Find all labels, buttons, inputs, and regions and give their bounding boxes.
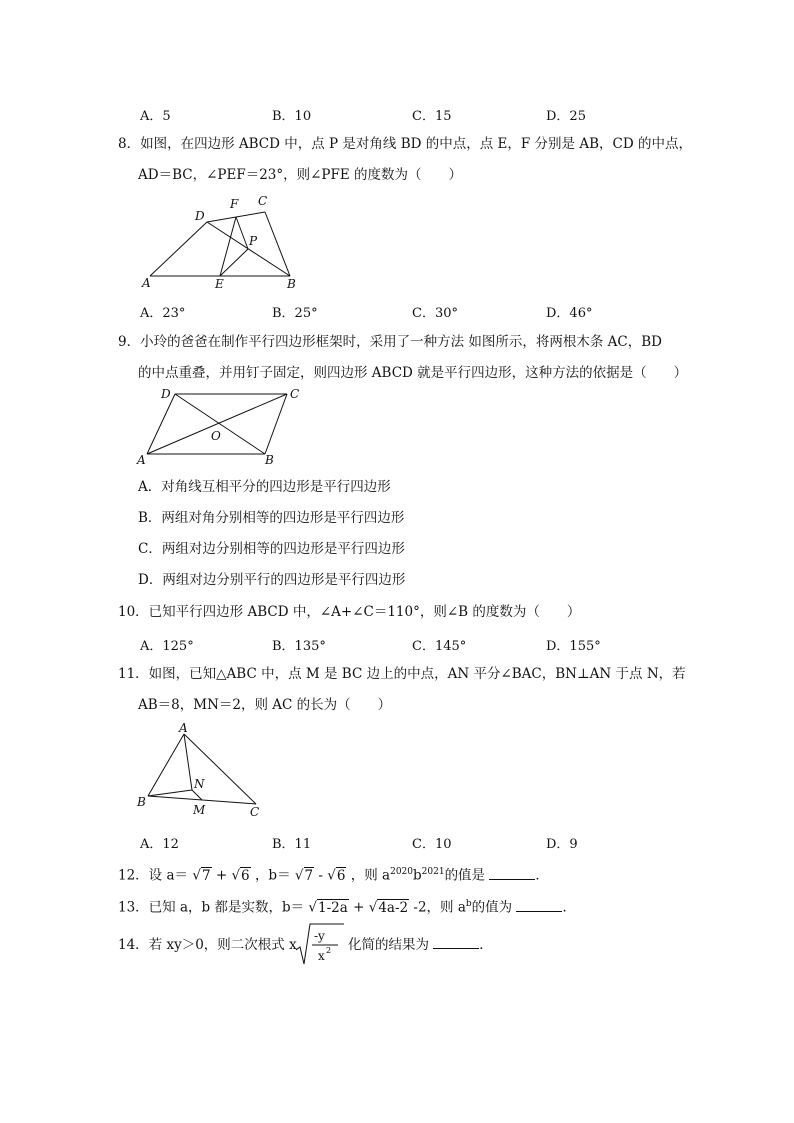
q14-numerator: -y <box>314 929 325 943</box>
q8-label-a: A <box>142 276 151 290</box>
q14-denominator: x <box>318 949 325 963</box>
q14-sqrt-fraction <box>294 920 346 972</box>
q8-option-b: B．25° <box>272 306 318 321</box>
q14-stem-tail <box>348 936 493 954</box>
q13-sqrt-1: √1-2a <box>308 899 348 916</box>
q12-answer-blank <box>489 867 535 880</box>
q8-label-e: E <box>215 277 224 290</box>
q9-figure <box>135 384 315 470</box>
q11-figure <box>134 722 269 822</box>
q12-sqrt-3: √7 <box>294 867 314 884</box>
q8-label-p: P <box>249 234 258 248</box>
q13-stem <box>118 895 576 917</box>
q14-denominator-exp: 2 <box>326 946 332 955</box>
q7-option-d: D．25 <box>546 109 586 124</box>
q8-option-a: A．23° <box>140 306 186 321</box>
q12-radicand-1: 7 <box>201 867 211 884</box>
q8-figure <box>140 190 310 290</box>
q11-stem-line1: 11．如图，已知△ABC 中，点 M 是 BC 边上的中点，AN 平分∠BAC，BN⊥AN 于点 N，若 <box>118 666 686 682</box>
q9-label-o: O <box>211 429 221 443</box>
q14-stem-text: 14．若 xy＞0，则二次根式 x <box>118 937 297 953</box>
q7-option-c: C．15 <box>412 109 452 124</box>
q11-option-b: B．11 <box>272 837 312 852</box>
q13-text-4: 的值为 <box>471 899 513 916</box>
q14-answer-blank <box>433 936 479 949</box>
q11-label-m: M <box>193 803 206 817</box>
q11-label-a: A <box>179 722 188 735</box>
q11-label-n: N <box>194 777 205 791</box>
q10-option-b: B．135° <box>272 639 326 654</box>
q9-option-b: B．两组对角分别相等的四边形是平行四边形 <box>138 510 405 526</box>
q13-text-5: ． <box>562 899 576 916</box>
q11-option-d: D．9 <box>546 837 578 852</box>
q9-label-b: B <box>265 453 274 467</box>
q9-label-a: A <box>137 453 146 467</box>
q12-exp-2: 2021 <box>421 867 445 877</box>
q13-radicand-2: 4a-2 <box>378 899 409 916</box>
q12-text-5: ，则 a <box>350 867 391 884</box>
q9-stem-line2: 的中点重叠，并用钉子固定，则四边形 ABCD 就是平行四边形，这种方法的依据是（ ） <box>138 365 688 381</box>
q10-option-d: D．155° <box>546 639 601 654</box>
q9-option-a: A．对角线互相平分的四边形是平行四边形 <box>138 479 391 495</box>
q12-sqrt-1: √7 <box>192 867 211 884</box>
q13-text-2: + <box>353 899 365 916</box>
q7-option-a: A．5 <box>140 109 171 124</box>
q11-option-a: A．12 <box>140 837 179 852</box>
q12-radicand-4: 6 <box>336 867 346 884</box>
q12-stem <box>118 863 549 885</box>
q10-stem: 10．已知平行四边形 ABCD 中，∠A+∠C＝110°，则∠B 的度数为（ ） <box>118 604 581 620</box>
q12-sqrt-4: √6 <box>327 867 346 884</box>
q13-text-1: 13．已知 a，b 都是实数，b＝ <box>118 899 305 916</box>
q13-text-3: -2，则 a <box>413 899 466 916</box>
q12-text-7: 的值是 <box>444 867 486 884</box>
q12-radicand-3: 7 <box>304 867 314 884</box>
q8-label-c: C <box>258 194 268 208</box>
q9-stem-line1: 9．小玲的爸爸在制作平行四边形框架时，采用了一种方法 如图所示，将两根木条 AC，BD <box>118 334 662 350</box>
q11-stem-line2: AB＝8，MN＝2，则 AC 的长为（ ） <box>138 697 392 713</box>
q12-sqrt-2: √6 <box>231 867 250 884</box>
q12-text-1: 12．设 a＝ <box>118 867 189 884</box>
q12-text-6: b <box>413 867 422 884</box>
q7-option-b: B．10 <box>272 109 312 124</box>
q8-label-f: F <box>230 197 239 211</box>
q12-text-3: ，b＝ <box>254 867 291 884</box>
q13-answer-blank <box>516 899 562 912</box>
q12-exp-1: 2020 <box>390 867 413 877</box>
q9-label-d: D <box>161 387 171 401</box>
q8-option-d: D．46° <box>546 306 593 321</box>
q13-radicand-1: 1-2a <box>318 899 348 916</box>
q11-label-b: B <box>137 795 146 809</box>
q12-text-8: ． <box>535 867 549 884</box>
q12-radicand-2: 6 <box>241 867 250 884</box>
q9-label-c: C <box>290 387 300 401</box>
q8-stem-line2: AD＝BC，∠PEF＝23°，则∠PFE 的度数为（ ） <box>138 167 463 183</box>
q8-label-d: D <box>195 209 205 223</box>
q14-text-2: 化简的结果为 <box>348 937 429 953</box>
q9-option-c: C．两组对边分别相等的四边形是平行四边形 <box>138 541 405 557</box>
q12-text-2: + <box>215 867 228 884</box>
q11-label-c: C <box>250 805 260 819</box>
q8-stem-line1: 8．如图，在四边形 ABCD 中，点 P 是对角线 BD 的中点，点 E，F 分别是 AB，CD 的中点， <box>118 136 692 152</box>
q9-option-d: D．两组对边分别平行的四边形是平行四边形 <box>138 572 406 588</box>
q10-option-a: A．125° <box>140 639 194 654</box>
q11-option-c: C．10 <box>412 837 452 852</box>
q13-exp: b <box>465 899 472 909</box>
q13-sqrt-2: √4a-2 <box>368 899 409 916</box>
q12-text-4: - <box>318 867 323 884</box>
q8-option-c: C．30° <box>412 306 458 321</box>
q10-option-c: C．145° <box>412 639 467 654</box>
q8-label-b: B <box>287 277 296 290</box>
q14-text-3: ． <box>479 937 493 953</box>
